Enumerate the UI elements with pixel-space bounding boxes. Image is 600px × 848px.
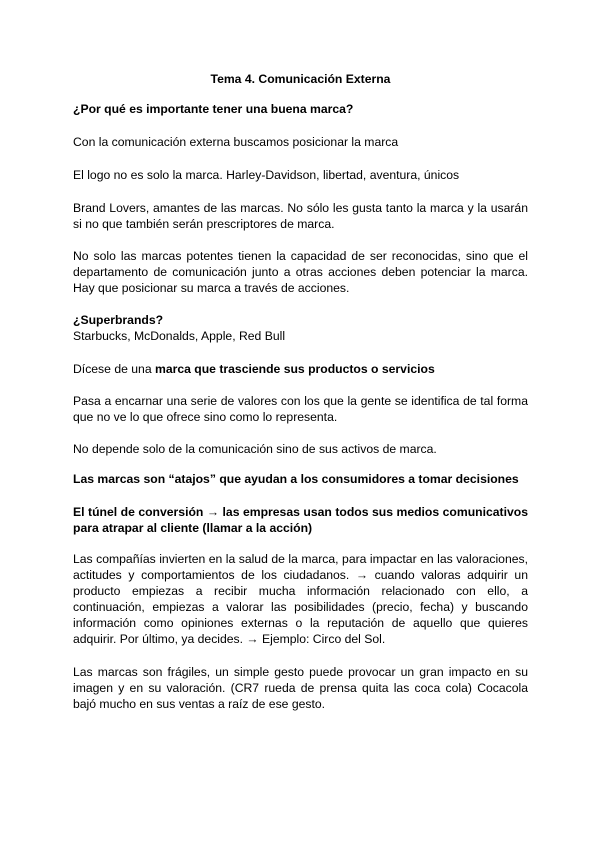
document-title: Tema 4. Comunicación Externa — [210, 72, 391, 86]
paragraph-mixed — [73, 361, 528, 377]
paragraph-brand-list: Starbucks, McDonalds, Apple, Red Bull — [73, 329, 286, 343]
paragraph: Las marcas son frágiles, un simple gesto puede provocar un gran impacto en su imagen y en su valoración. (CR7 rueda de prensa quita las coca cola) Cocacola bajó mucho en sus ventas a raíz de ese gesto. — [73, 665, 528, 711]
paragraph: Brand Lovers, amantes de las marcas. No sólo les gusta tanto la marca y la usarán si no que también serán prescriptores de marca. — [73, 201, 528, 231]
paragraph: Pasa a encarnar una serie de valores con los que la gente se identifica de tal forma que no ve lo que ofrece sino como lo representa. — [73, 394, 528, 424]
heading-atajos: Las marcas son “atajos” que ayudan a los consumidores a tomar decisiones — [73, 472, 519, 486]
heading-superbrands: ¿Superbrands? — [73, 313, 164, 327]
heading-buena-marca: ¿Por qué es importante tener una buena marca? — [73, 102, 354, 116]
paragraph: Las compañías invierten en la salud de la marca, para impactar en las valoraciones, actitudes y comportamientos de los ciudadanos. → cuando valoras adquirir un producto empiezas a recibir mucha información relacionado con ello, a continuación, empiezas a valorar las posibilidades (precio, fecha) y buscando información como opiniones externas o la reputación de aquello que quieres adquirir. Por último, ya decides. → Ejemplo: Circo del Sol. — [73, 552, 528, 646]
heading-tunel-conversion: El túnel de conversión → las empresas usan todos sus medios comunicativos para atrapar al cliente (llamar a la acción) — [73, 505, 528, 535]
paragraph: No depende solo de la comunicación sino de sus activos de marca. — [73, 442, 437, 456]
paragraph: El logo no es solo la marca. Harley-Davidson, libertad, aventura, únicos — [73, 168, 460, 182]
paragraph: No solo las marcas potentes tienen la capacidad de ser reconocidas, sino que el departamento de comunicación junto a otras acciones deben potenciar la marca. Hay que posicionar su marca a través de acciones. — [73, 249, 528, 295]
paragraph-mixed-bold: marca que trasciende sus productos o servicios — [154, 362, 435, 376]
paragraph-mixed-prefix: Dícese de una — [73, 362, 155, 376]
paragraph: Con la comunicación externa buscamos posicionar la marca — [73, 135, 399, 149]
